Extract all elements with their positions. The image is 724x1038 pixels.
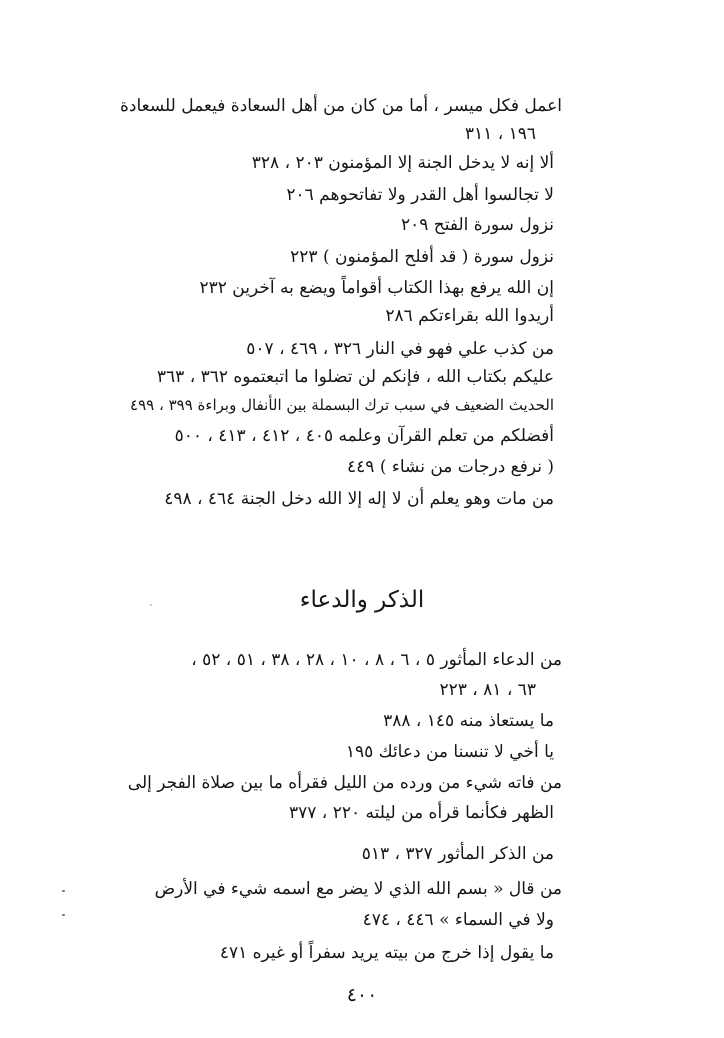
index-entry-line: ١٩٦ ، ٣١١ xyxy=(464,124,536,144)
index-entry-line: ٦٣ ، ٨١ ، ٢٢٣ xyxy=(439,680,536,700)
scan-speck xyxy=(150,604,152,606)
index-entry-line: ( نرفع درجات من نشاء ) ٤٤٩ xyxy=(347,457,554,477)
section-heading: الذكر والدعاء xyxy=(299,587,425,613)
index-entry-line: يا أخي لا تنسنا من دعائك ١٩٥ xyxy=(345,742,554,762)
index-entry-line: ما يستعاذ منه ١٤٥ ، ٣٨٨ xyxy=(383,711,554,731)
index-entry-line: أريدوا الله بقراءتكم ٢٨٦ xyxy=(385,306,554,326)
scan-speck xyxy=(62,914,65,916)
index-entry-line: من الدعاء المأثور ٥ ، ٦ ، ٨ ، ١٠ ، ٢٨ ، ٣٨ ، ٥١ ، ٥٢ ، xyxy=(191,650,562,670)
index-entry-line: الحديث الضعيف في سبب ترك البسملة بين الأنفال وبراءة ٣٩٩ ، ٤٩٩ xyxy=(130,396,554,414)
index-entry-line: من فاته شيء من ورده من الليل فقرأه ما بين صلاة الفجر إلى xyxy=(127,773,562,793)
index-entry-line: لا تجالسوا أهل القدر ولا تفاتحوهم ٢٠٦ xyxy=(286,185,554,205)
scan-speck xyxy=(62,890,65,892)
page-number: ٤٠٠ xyxy=(346,984,378,1006)
index-entry-line: عليكم بكتاب الله ، فإنكم لن تضلوا ما اتبعتموه ٣٦٢ ، ٣٦٣ xyxy=(156,367,554,387)
index-entry-line: اعمل فكل ميسر ، أما من كان من أهل السعادة فيعمل للسعادة xyxy=(119,96,562,116)
index-entry-line: من كذب علي فهو في النار ٣٢٦ ، ٤٦٩ ، ٥٠٧ xyxy=(246,339,554,359)
index-entry-line: ما يقول إذا خرج من بيته يريد سفراً أو غيره ٤٧١ xyxy=(219,943,554,963)
index-entry-line: نزول سورة ( قد أفلح المؤمنون ) ٢٢٣ xyxy=(290,247,554,267)
index-entry-line: إن الله يرفع بهذا الكتاب أقواماً ويضع به آخرين ٢٣٢ xyxy=(199,278,554,298)
index-entry-line: الظهر فكأنما قرأه من ليلته ٢٢٠ ، ٣٧٧ xyxy=(289,803,554,823)
index-entry-line: نزول سورة الفتح ٢٠٩ xyxy=(400,215,554,235)
index-entry-line: أفضلكم من تعلم القرآن وعلمه ٤٠٥ ، ٤١٢ ، ٤١٣ ، ٥٠٠ xyxy=(174,426,554,446)
index-entry-line: ولا في السماء » ٤٤٦ ، ٤٧٤ xyxy=(362,910,554,930)
index-entry-line: من مات وهو يعلم أن لا إله إلا الله دخل الجنة ٤٦٤ ، ٤٩٨ xyxy=(164,489,554,509)
index-entry-line: من الذكر المأثور ٣٢٧ ، ٥١٣ xyxy=(361,844,554,864)
index-entry-line: من قال « بسم الله الذي لا يضر مع اسمه شيء في الأرض xyxy=(154,879,562,899)
index-entry-line: ألا إنه لا يدخل الجنة إلا المؤمنون ٢٠٣ ، ٣٢٨ xyxy=(251,153,554,173)
